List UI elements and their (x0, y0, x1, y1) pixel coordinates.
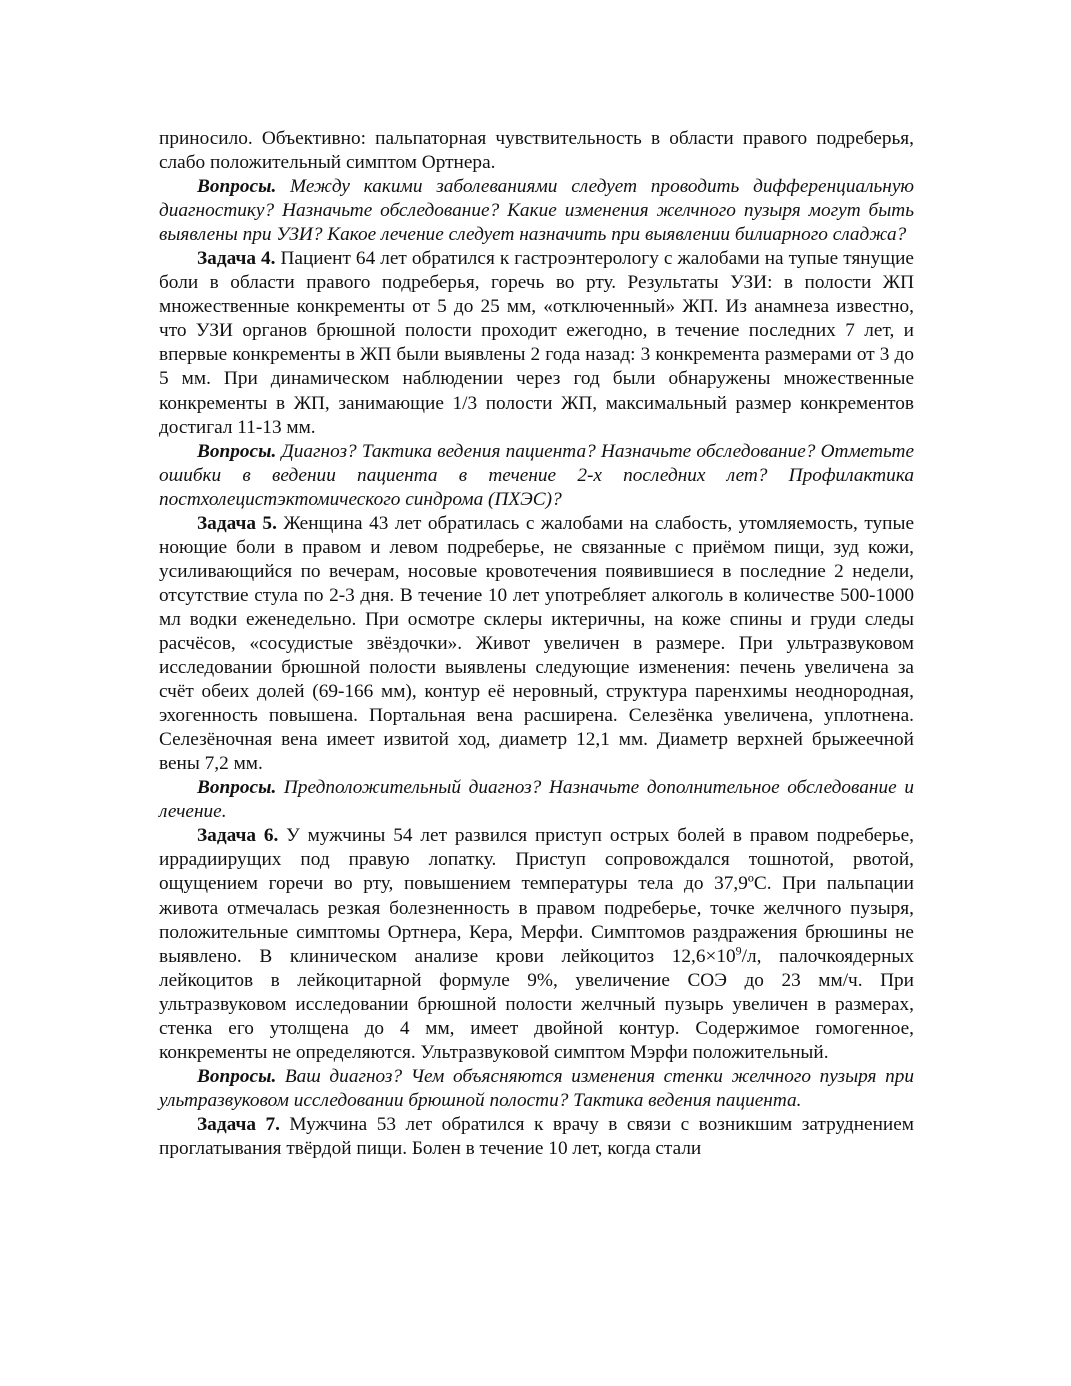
task-label: Задача 6. (197, 825, 279, 847)
questions-task-4 (159, 440, 914, 512)
questions-task-3 (159, 175, 914, 247)
questions-label: Вопросы. (197, 440, 277, 462)
document-page (159, 127, 914, 1161)
task-6 (159, 824, 914, 1064)
questions-text: Предположительный диагноз? Назначьте дополнительное обследование и лечение. (159, 777, 914, 823)
questions-text: Между какими заболеваниями следует проводить дифференциальную диагностику? Назначьте обследование? Какие изменения желчного пузыря могут быть выявлены при УЗИ? Какое лечение следует назначить при выявлении билиарного сладжа? (159, 176, 914, 246)
task-label: Задача 4. (197, 248, 276, 270)
superscript-exponent: 9 (735, 943, 742, 958)
task-7 (159, 1113, 914, 1161)
questions-text: Диагноз? Тактика ведения пациента? Назначьте обследование? Отметьте ошибки в ведении пациента в течение 2-х последних лет? Профилактика постхолецистэктомического синдрома (ПХЭС)? (159, 440, 914, 510)
task-label: Задача 5. (197, 512, 277, 534)
questions-task-5 (159, 776, 914, 824)
task-text-part-a: У мужчины 54 лет развился приступ острых болей в правом подреберье, иррадиирущих под правую лопатку. Приступ сопровождался тошнотой, рвотой, ощущением горечи во рту, повышением температуры тела до 37,9ºС. При пальпации живота отмечалась резкая болезненность в правом подреберье, точке желчного пузыря, положительные симптомы Ортнера, Кера, Мерфи. Симптомов раздражения брюшины не выявлено. В клиническом анализе крови лейкоцитоз 12,6×10 (159, 825, 914, 967)
task-text-part-b: /л, палочкоядерных лейкоцитов в лейкоцитарной формуле 9%, увеличение СОЭ до 23 мм/ч. При ультразвуковом исследовании брюшной полости желчный пузырь увеличен в размерах, стенка его утолщена до 4 мм, имеет двойной контур. Содержимое гомогенное, конкременты не определяются. Ультразвуковой симптом Мэрфи положительный. (159, 945, 915, 1063)
task-label: Задача 7. (197, 1113, 280, 1135)
task-text: Мужчина 53 лет обратился к врачу в связи с возникшим затруднением проглатывания твёрдой пищи. Болен в течение 10 лет, когда стали (159, 1113, 914, 1159)
questions-label: Вопросы. (197, 1065, 277, 1087)
questions-label: Вопросы. (197, 176, 277, 198)
task-text: Женщина 43 лет обратилась с жалобами на слабость, утомляемость, тупые ноющие боли в правом и левом подреберье, не связанные с приёмом пищи, зуд кожи, усиливающийся по вечерам, носовые кровотечения появившиеся в последние 2 недели, отсутствие стула по 2-3 дня. В течение 10 лет употребляет алкоголь в количестве 500-1000 мл водки еженедельно. При осмотре склеры иктеричны, на коже спины и груди следы расчёсов, «сосудистые звёздочки». Живот увеличен в размере. При ультразвуковом исследовании брюшной полости выявлены следующие изменения: печень увеличена за счёт обеих долей (69-166 мм), контур её неровный, структура паренхимы неоднородная, эхогенность повышена. Портальная вена расширена. Селезёнка увеличена, уплотнена. Селезёночная вена имеет извитой ход, диаметр 12,1 мм. Диаметр верхней брыжеечной вены 7,2 мм. (159, 512, 914, 775)
questions-text: Ваш диагноз? Чем объясняются изменения стенки желчного пузыря при ультразвуковом исследовании брюшной полости? Тактика ведения пациента. (159, 1065, 914, 1111)
questions-task-6 (159, 1065, 914, 1113)
task-4 (159, 247, 914, 439)
paragraph-continuation: приносило. Объективно: пальпаторная чувствительность в области правого подреберья, слабо положительный симптом Ортнера. (159, 128, 914, 174)
task-5 (159, 512, 914, 777)
questions-label: Вопросы. (197, 777, 277, 799)
task-text: Пациент 64 лет обратился к гастроэнтерологу с жалобами на тупые тянущие боли в области правого подреберья, горечь во рту. Результаты УЗИ: в полости ЖП множественные конкременты от 5 до 25 мм, «отключенный» ЖП. Из анамнеза известно, что УЗИ органов брюшной полости проходит ежегодно, в течение последних 7 лет, и впервые конкременты в ЖП были выявлены 2 года назад: 3 конкремента размерами от 3 до 5 мм. При динамическом наблюдении через год были обнаружены множественные конкременты в ЖП, занимающие 1/3 полости ЖП, максимальный размер конкрементов достигал 11-13 мм. (159, 248, 914, 438)
